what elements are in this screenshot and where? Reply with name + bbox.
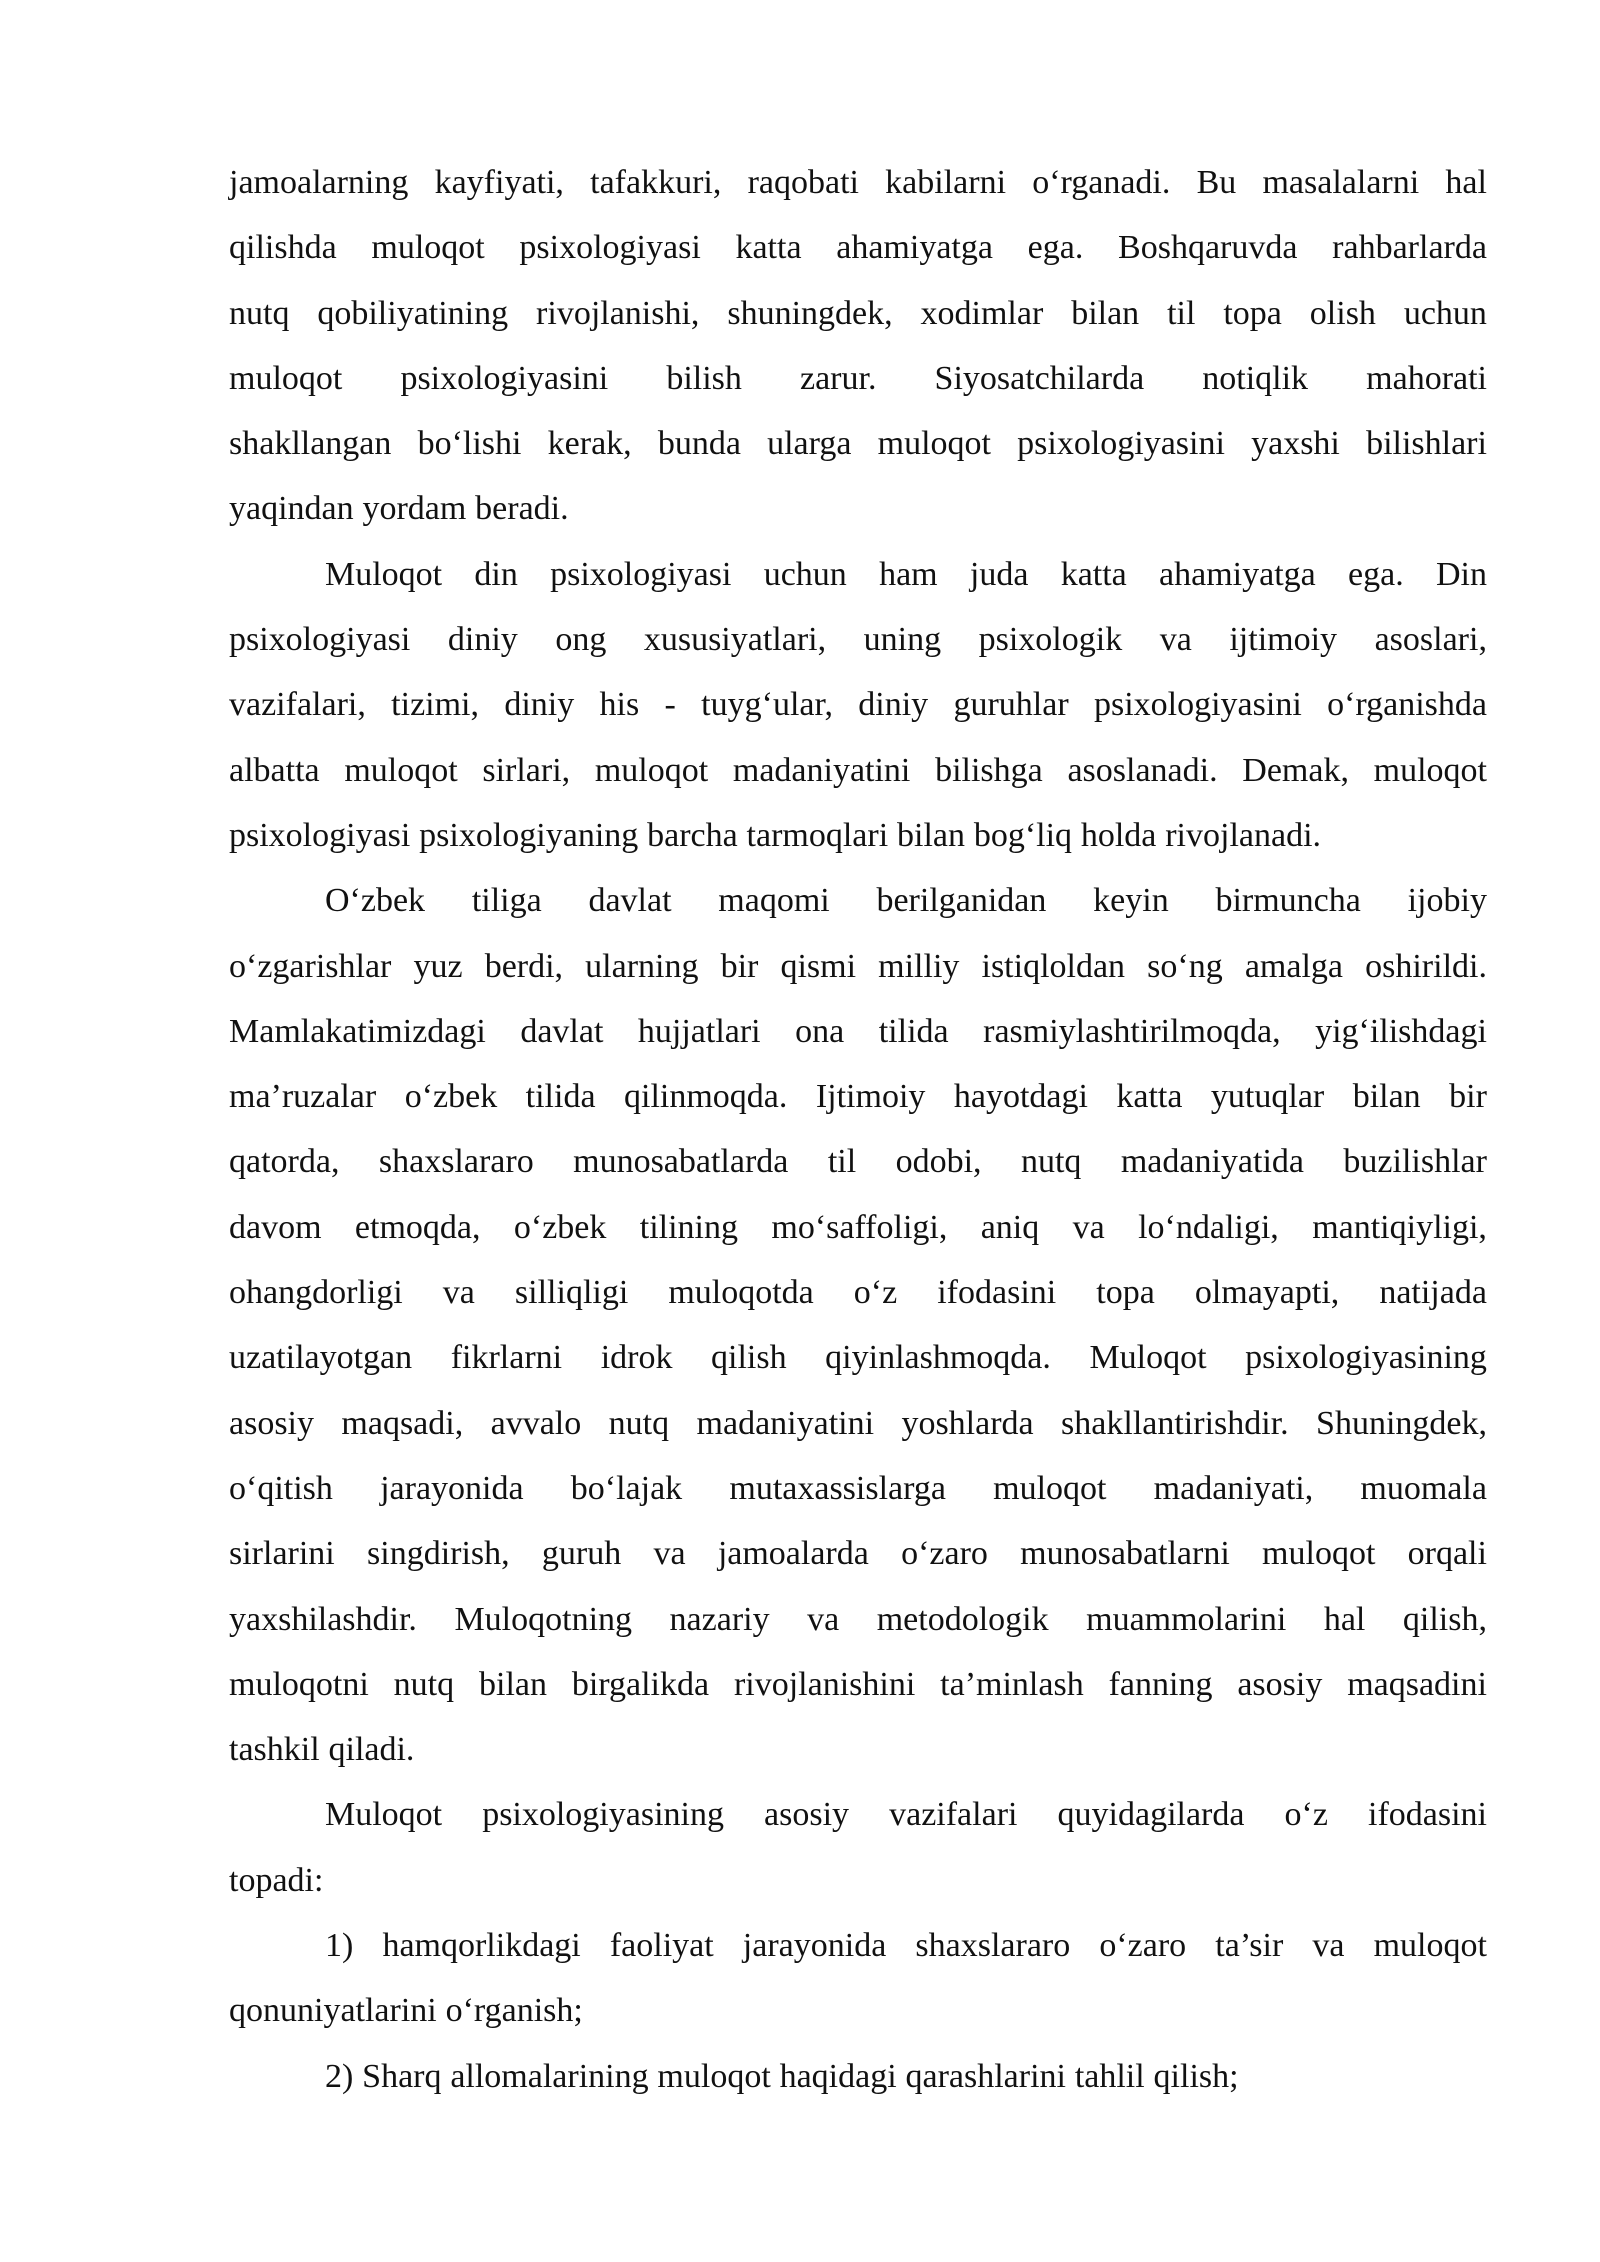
text-line: ohangdorligi va silliqligi muloqotda o‘z ifodasini topa olmayapti, natijada (229, 1274, 1487, 1312)
text-line: psixologiyasi diniy ong xususiyatlari, uning psixologik va ijtimoiy asoslari, (229, 621, 1487, 659)
text-line: nutq qobiliyatining rivojlanishi, shuningdek, xodimlar bilan til topa olish uchun (229, 294, 1487, 332)
text-line: vazifalari, tizimi, diniy his - tuyg‘ular, diniy guruhlar psixologiyasini o‘rganishda (229, 686, 1487, 724)
text-line: ma’ruzalar o‘zbek tilida qilinmoqda. Ijtimoiy hayotdagi katta yutuqlar bilan bir (229, 1078, 1487, 1116)
text-line: muloqot psixologiyasini bilish zarur. Siyosatchilarda notiqlik mahorati (229, 359, 1487, 397)
text-line: qatorda, shaxslararo munosabatlarda til odobi, nutq madaniyatida buzilishlar (229, 1143, 1487, 1181)
text-line: yaxshilashdir. Muloqotning nazariy va metodologik muammolarini hal qilish, (229, 1600, 1487, 1638)
text-line: sirlarini singdirish, guruh va jamoalarda o‘zaro munosabatlarni muloqot orqali (229, 1535, 1487, 1573)
text-line: shakllangan bo‘lishi kerak, bunda ularga muloqot psixologiyasini yaxshi bilishlari (229, 425, 1487, 463)
text-line: psixologiyasi psixologiyaning barcha tarmoqlari bilan bog‘liq holda rivojlanadi. (229, 816, 1322, 854)
paragraph (229, 542, 1487, 868)
text-line: Mamlakatimizdagi davlat hujjatlari ona tilida rasmiylashtirilmoqda, yig‘ilishdagi (229, 1012, 1487, 1050)
paragraph (229, 2044, 1487, 2109)
text-line: davom etmoqda, o‘zbek tilining mo‘saffoligi, aniq va lo‘ndaligi, mantiqiyligi, (229, 1208, 1487, 1246)
text-line: Muloqot din psixologiyasi uchun ham juda katta ahamiyatga ega. Din (325, 555, 1487, 593)
text-line: tashkil qiladi. (229, 1731, 415, 1769)
text-line: albatta muloqot sirlari, muloqot madaniyatini bilishga asoslanadi. Demak, muloqot (229, 751, 1487, 789)
paragraph (229, 150, 1487, 542)
paragraph (229, 1913, 1487, 2044)
text-line: yaqindan yordam beradi. (229, 490, 569, 528)
text-line: muloqotni nutq bilan birgalikda rivojlanishini ta’minlash fanning asosiy maqsadini (229, 1665, 1487, 1703)
text-line: uzatilayotgan fikrlarni idrok qilish qiyinlashmoqda. Muloqot psixologiyasining (229, 1339, 1487, 1377)
text-line: asosiy maqsadi, avvalo nutq madaniyatini yoshlarda shakllantirishdir. Shuningdek, (229, 1404, 1487, 1442)
text-line: jamoalarning kayfiyati, tafakkuri, raqobati kabilarni o‘rganadi. Bu masalalarni hal (229, 164, 1487, 201)
text-line: topadi: (229, 1861, 324, 1899)
text-line: qonuniyatlarini o‘rganish; (229, 1992, 583, 2030)
document-body (229, 150, 1487, 2109)
text-line: 2) Sharq allomalarining muloqot haqidagi qarashlarini tahlil qilish; (325, 2057, 1239, 2095)
paragraph (229, 868, 1487, 1782)
text-line: Muloqot psixologiyasining asosiy vazifalari quyidagilarda o‘z ifodasini (325, 1796, 1487, 1834)
text-line: o‘qitish jarayonida bo‘lajak mutaxassislarga muloqot madaniyati, muomala (229, 1469, 1487, 1507)
paragraph (229, 1782, 1487, 1913)
text-line: 1) hamqorlikdagi faoliyat jarayonida shaxslararo o‘zaro ta’sir va muloqot (325, 1927, 1487, 1965)
text-line: O‘zbek tiliga davlat maqomi berilganidan keyin birmuncha ijobiy (325, 882, 1487, 920)
text-line: qilishda muloqot psixologiyasi katta ahamiyatga ega. Boshqaruvda rahbarlarda (229, 229, 1487, 267)
text-line: o‘zgarishlar yuz berdi, ularning bir qismi milliy istiqloldan so‘ng amalga oshirildi. (229, 947, 1487, 985)
